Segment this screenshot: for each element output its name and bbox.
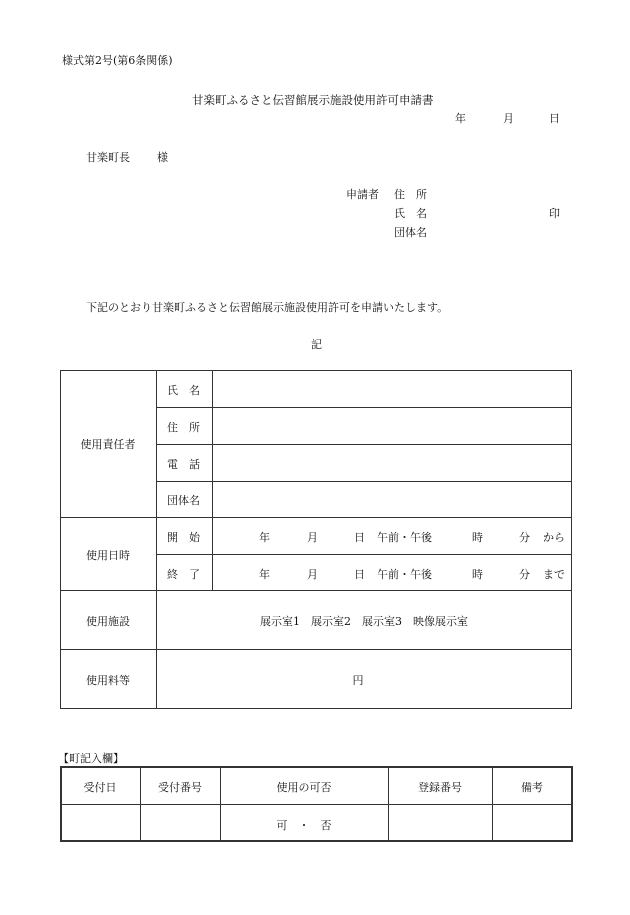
office-col-approval: 使用の可否: [276, 781, 332, 794]
facility-options[interactable]: 展示室1 展示室2 展示室3 映像展示室: [260, 615, 468, 628]
office-approval-choice[interactable]: 可 ・ 否: [276, 819, 332, 832]
addressee-name: 甘楽町長: [86, 151, 130, 164]
end-suffix: まで: [543, 568, 565, 581]
responsible-group-label: 団体名: [167, 494, 200, 507]
office-col-receipt-number: 受付番号: [158, 781, 202, 794]
applicant-name-label: 氏 名: [394, 207, 427, 220]
start-label: 開 始: [167, 531, 200, 544]
end-ampm[interactable]: 午前・午後: [377, 568, 432, 581]
responsible-name-label: 氏 名: [167, 384, 200, 397]
start-ampm[interactable]: 午前・午後: [377, 531, 432, 544]
responsible-label: 使用責任者: [80, 438, 136, 451]
responsible-group-field[interactable]: [214, 483, 570, 516]
responsible-address-label: 住 所: [167, 421, 200, 434]
start-suffix: から: [543, 531, 565, 544]
start-year[interactable]: 年: [259, 531, 270, 544]
applicant-group-label: 団体名: [394, 226, 427, 239]
responsible-name-field[interactable]: [214, 372, 570, 406]
end-year[interactable]: 年: [259, 568, 270, 581]
start-hour[interactable]: 時: [472, 531, 483, 544]
responsible-address-field[interactable]: [214, 409, 570, 443]
office-section-heading: 【町記入欄】: [58, 752, 124, 765]
fee-label: 使用料等: [86, 674, 130, 687]
end-day[interactable]: 日: [354, 568, 365, 581]
date-month[interactable]: 月: [503, 112, 514, 125]
office-col-remarks: 備考: [521, 781, 543, 794]
addressee-honorific: 様: [157, 151, 168, 164]
responsible-phone-field[interactable]: [214, 446, 570, 480]
office-col-received-date: 受付日: [83, 781, 117, 794]
start-month[interactable]: 月: [307, 531, 318, 544]
application-statement: 下記のとおり甘楽町ふるさと伝習館展示施設使用許可を申請いたします。: [86, 301, 449, 314]
end-hour[interactable]: 時: [472, 568, 483, 581]
start-minute[interactable]: 分: [519, 531, 530, 544]
date-year[interactable]: 年: [455, 112, 466, 125]
end-minute[interactable]: 分: [519, 568, 530, 581]
facility-label: 使用施設: [86, 615, 130, 628]
end-label: 終 了: [167, 568, 200, 581]
date-day[interactable]: 日: [549, 112, 560, 125]
responsible-phone-label: 電 話: [167, 458, 200, 471]
fee-unit[interactable]: 円: [352, 674, 364, 687]
form-number: 様式第2号(第6条関係): [62, 54, 173, 67]
applicant-seal: 印: [549, 207, 560, 220]
applicant-heading: 申請者: [346, 188, 379, 201]
office-col-registration-number: 登録番号: [418, 781, 462, 794]
start-day[interactable]: 日: [354, 531, 365, 544]
applicant-address-label: 住 所: [394, 188, 427, 201]
form-title: 甘楽町ふるさと伝習館展示施設使用許可申請書: [192, 93, 434, 107]
ki-heading: 記: [311, 338, 322, 351]
dates-label: 使用日時: [86, 549, 130, 562]
end-month[interactable]: 月: [307, 568, 318, 581]
